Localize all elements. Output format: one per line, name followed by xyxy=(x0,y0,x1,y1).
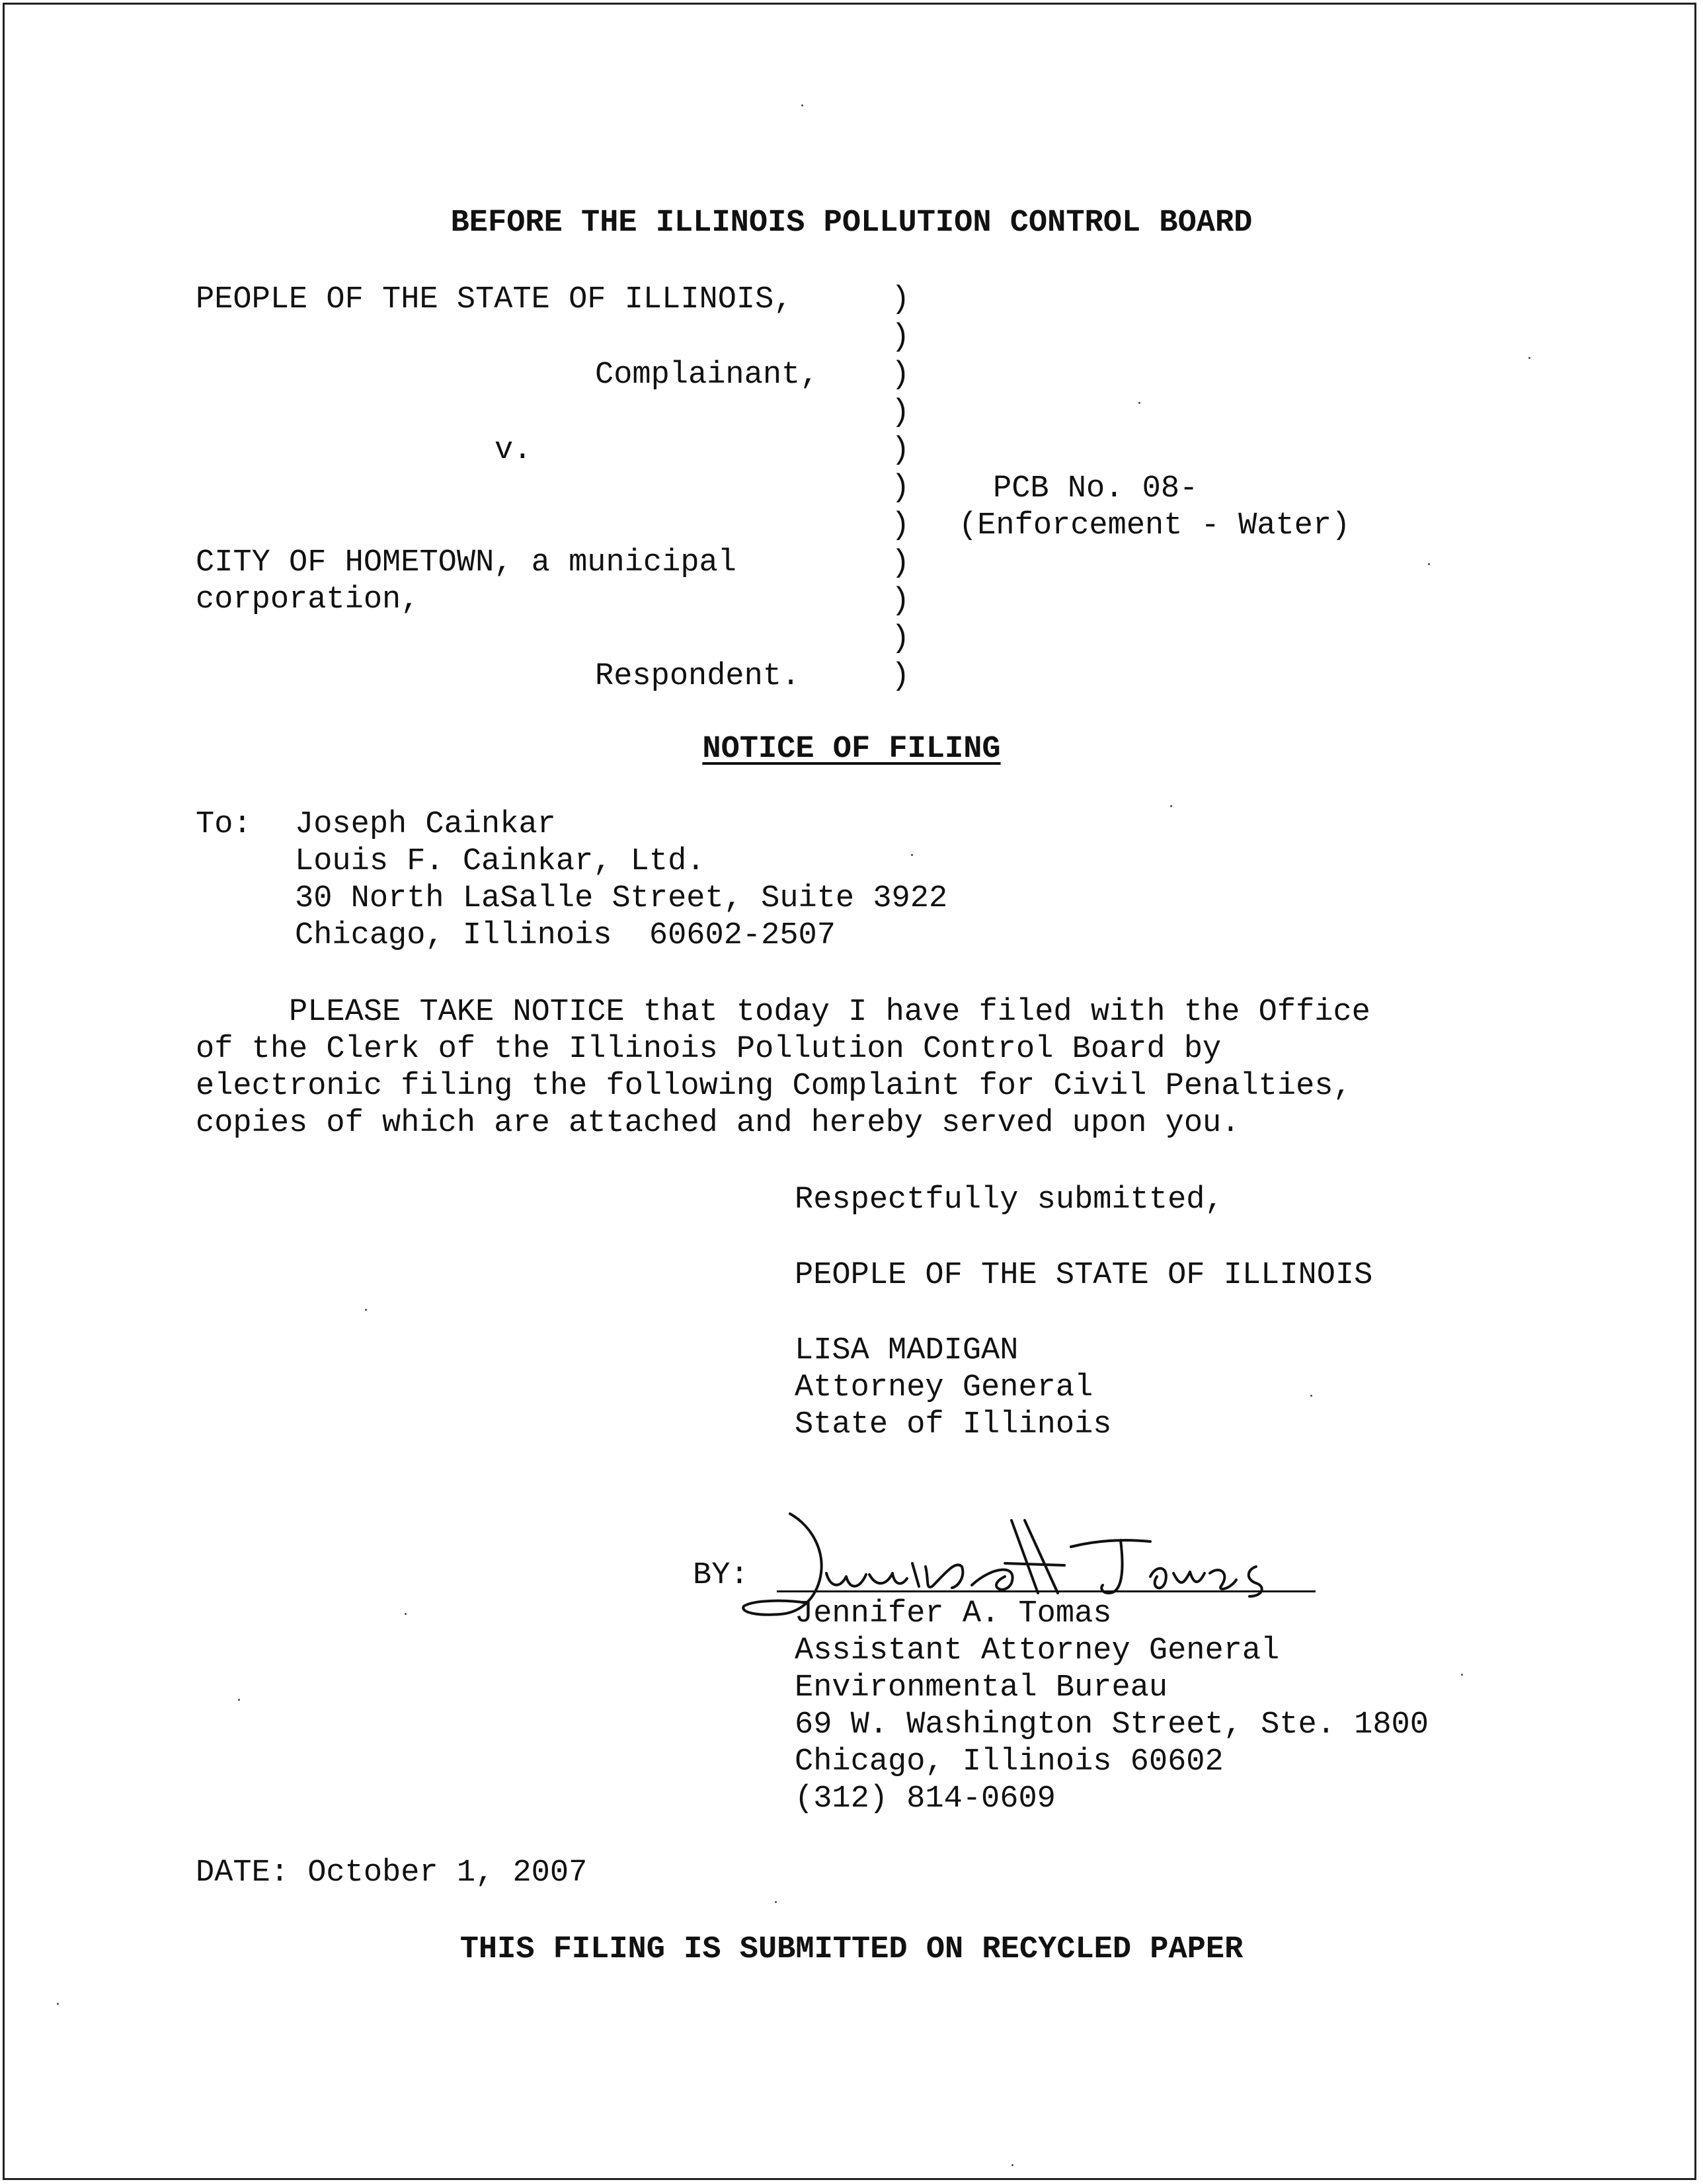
body-line: PLEASE TAKE NOTICE that today I have filed with the Office xyxy=(196,995,1370,1030)
caption-paren: ) xyxy=(891,471,910,506)
party-name: PEOPLE OF THE STATE OF ILLINOIS xyxy=(795,1258,1373,1293)
caption-paren: ) xyxy=(891,508,910,543)
signer-title: Assistant Attorney General xyxy=(795,1633,1280,1668)
scan-speck xyxy=(57,2003,59,2005)
body-line: electronic filing the following Complaint for Civil Penalties, xyxy=(196,1069,1352,1104)
scan-speck xyxy=(1461,1674,1463,1676)
complainant-name: PEOPLE OF THE STATE OF ILLINOIS, xyxy=(196,282,793,317)
ag-title: Attorney General xyxy=(795,1370,1093,1405)
caption-paren: ) xyxy=(891,395,910,430)
scan-speck xyxy=(775,1901,777,1903)
case-number: PCB No. 08- xyxy=(993,471,1199,506)
caption-paren: ) xyxy=(891,584,910,619)
recycled-paper-note: THIS FILING IS SUBMITTED ON RECYCLED PAPER xyxy=(459,1932,1244,1967)
body-line: of the Clerk of the Illinois Pollution Control Board by xyxy=(196,1032,1222,1067)
caption-paren: ) xyxy=(891,282,910,317)
caption-paren: ) xyxy=(891,320,910,355)
signer-street: 69 W. Washington Street, Ste. 1800 xyxy=(795,1707,1429,1742)
signer-phone: (312) 814-0609 xyxy=(795,1781,1056,1816)
respectfully-submitted: Respectfully submitted, xyxy=(795,1183,1224,1218)
scan-speck xyxy=(1428,563,1430,565)
scan-speck xyxy=(1528,357,1530,359)
recipient-street: 30 North LaSalle Street, Suite 3922 xyxy=(295,881,948,916)
ag-state: State of Illinois xyxy=(795,1407,1112,1442)
filing-date: DATE: October 1, 2007 xyxy=(196,1855,588,1891)
versus-label: v. xyxy=(495,433,532,468)
recipient-name: Joseph Cainkar xyxy=(295,807,556,842)
ag-name: LISA MADIGAN xyxy=(795,1333,1019,1368)
caption-paren: ) xyxy=(891,358,910,393)
notice-title: NOTICE OF FILING xyxy=(702,732,1001,767)
respondent-role: Respondent. xyxy=(595,659,801,694)
signer-bureau: Environmental Bureau xyxy=(795,1670,1168,1705)
to-label: To: xyxy=(196,807,252,842)
caption-paren: ) xyxy=(891,659,910,694)
respondent-name-line1: CITY OF HOMETOWN, a municipal xyxy=(196,545,736,580)
case-type: (Enforcement - Water) xyxy=(959,508,1351,543)
scan-speck xyxy=(1310,1395,1312,1397)
caption-paren: ) xyxy=(891,621,910,656)
recipient-city: Chicago, Illinois 60602-2507 xyxy=(295,918,836,953)
caption-paren: ) xyxy=(891,433,910,468)
complainant-role: Complainant, xyxy=(595,358,819,393)
by-label: BY: xyxy=(693,1558,749,1593)
signer-name: Jennifer A. Tomas xyxy=(795,1596,1112,1631)
caption-paren: ) xyxy=(891,546,910,581)
signer-city: Chicago, Illinois 60602 xyxy=(795,1744,1224,1779)
scan-speck xyxy=(1011,2164,1013,2166)
scan-speck xyxy=(1138,402,1140,404)
respondent-name-line2: corporation, xyxy=(196,582,420,617)
scan-speck xyxy=(911,854,913,856)
recipient-firm: Louis F. Cainkar, Ltd. xyxy=(295,844,705,879)
board-title: BEFORE THE ILLINOIS POLLUTION CONTROL BOARD xyxy=(450,206,1253,241)
scan-speck xyxy=(238,1699,240,1701)
body-line: copies of which are attached and hereby served upon you. xyxy=(196,1106,1240,1141)
scan-speck xyxy=(801,104,803,106)
scan-speck xyxy=(1170,805,1172,807)
scan-speck xyxy=(405,1613,407,1615)
scan-speck xyxy=(365,1309,367,1311)
